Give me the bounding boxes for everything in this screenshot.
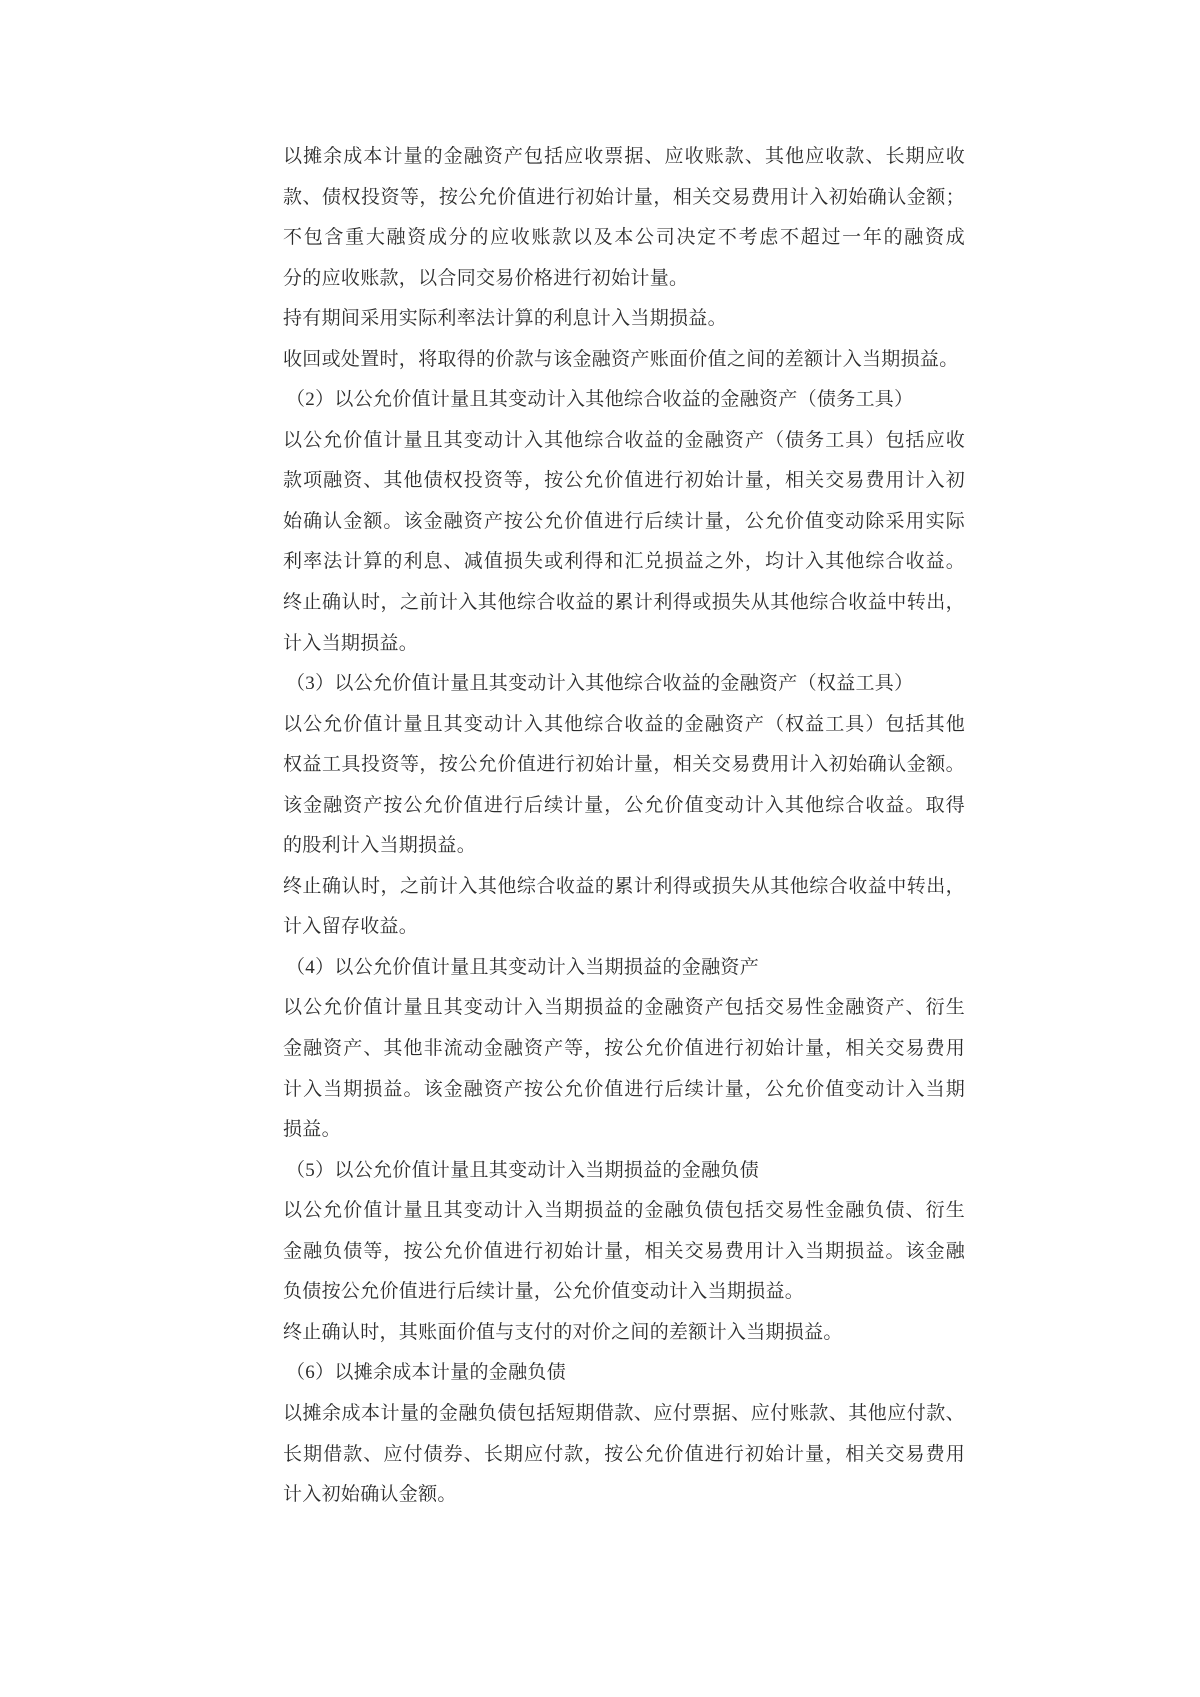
text-line: 计入当期损益。该金融资产按公允价值进行后续计量，公允价值变动计入当期 — [283, 1078, 965, 1100]
text-line: 以公允价值计量且其变动计入其他综合收益的金融资产（债务工具）包括应收 — [283, 429, 965, 451]
text-line: 以摊余成本计量的金融负债包括短期借款、应付票据、应付账款、其他应付款、 — [283, 1402, 965, 1424]
text-line: （2）以公允价值计量且其变动计入其他综合收益的金融资产（债务工具） — [286, 389, 914, 411]
text-line: （4）以公允价值计量且其变动计入当期损益的金融资产 — [286, 956, 760, 978]
text-line: 权益工具投资等，按公允价值进行初始计量，相关交易费用计入初始确认金额。 — [283, 754, 965, 776]
text-line: （5）以公允价值计量且其变动计入当期损益的金融负债 — [286, 1159, 760, 1181]
text-line: （6）以摊余成本计量的金融负债 — [286, 1362, 567, 1384]
text-line: 负债按公允价值进行后续计量，公允价值变动计入当期损益。 — [283, 1281, 805, 1303]
text-line: （3）以公允价值计量且其变动计入其他综合收益的金融资产（权益工具） — [286, 673, 914, 695]
text-line: 计入初始确认金额。 — [283, 1484, 457, 1506]
text-line: 以摊余成本计量的金融资产包括应收票据、应收账款、其他应收款、长期应收 — [283, 146, 965, 167]
text-line: 以公允价值计量且其变动计入当期损益的金融资产包括交易性金融资产、衍生 — [283, 997, 965, 1019]
text-line: 终止确认时，之前计入其他综合收益的累计利得或损失从其他综合收益中转出， — [283, 592, 965, 614]
text-line: 损益。 — [283, 1119, 341, 1141]
text-line: 计入留存收益。 — [283, 916, 419, 938]
text-line: 收回或处置时，将取得的价款与该金融资产账面价值之间的差额计入当期损益。 — [283, 348, 959, 370]
text-line: 款项融资、其他债权投资等，按公允价值进行初始计量，相关交易费用计入初 — [283, 470, 965, 492]
text-line: 以公允价值计量且其变动计入其他综合收益的金融资产（权益工具）包括其他 — [283, 713, 965, 735]
text-line: 金融资产、其他非流动金融资产等，按公允价值进行初始计量，相关交易费用 — [283, 1038, 965, 1060]
text-line: 款、债权投资等，按公允价值进行初始计量，相关交易费用计入初始确认金额； — [283, 186, 965, 208]
text-line: 该金融资产按公允价值进行后续计量，公允价值变动计入其他综合收益。取得 — [283, 794, 965, 816]
text-line: 终止确认时，其账面价值与支付的对价之间的差额计入当期损益。 — [283, 1321, 843, 1343]
text-line: 始确认金额。该金融资产按公允价值进行后续计量，公允价值变动除采用实际 — [283, 510, 965, 532]
text-line: 终止确认时，之前计入其他综合收益的累计利得或损失从其他综合收益中转出， — [283, 875, 965, 897]
text-line: 持有期间采用实际利率法计算的利息计入当期损益。 — [283, 308, 727, 330]
text-line: 以公允价值计量且其变动计入当期损益的金融负债包括交易性金融负债、衍生 — [283, 1200, 965, 1222]
text-line: 不包含重大融资成分的应收账款以及本公司决定不考虑不超过一年的融资成 — [283, 227, 965, 249]
text-line: 利率法计算的利息、减值损失或利得和汇兑损益之外，均计入其他综合收益。 — [283, 551, 965, 573]
document-text-block — [283, 137, 965, 1516]
text-line: 分的应收账款，以合同交易价格进行初始计量。 — [283, 267, 689, 289]
text-line: 的股利计入当期损益。 — [283, 835, 477, 857]
text-line: 计入当期损益。 — [283, 632, 419, 654]
text-line: 金融负债等，按公允价值进行初始计量，相关交易费用计入当期损益。该金融 — [283, 1240, 965, 1262]
text-line: 长期借款、应付债券、长期应付款，按公允价值进行初始计量，相关交易费用 — [283, 1443, 965, 1465]
